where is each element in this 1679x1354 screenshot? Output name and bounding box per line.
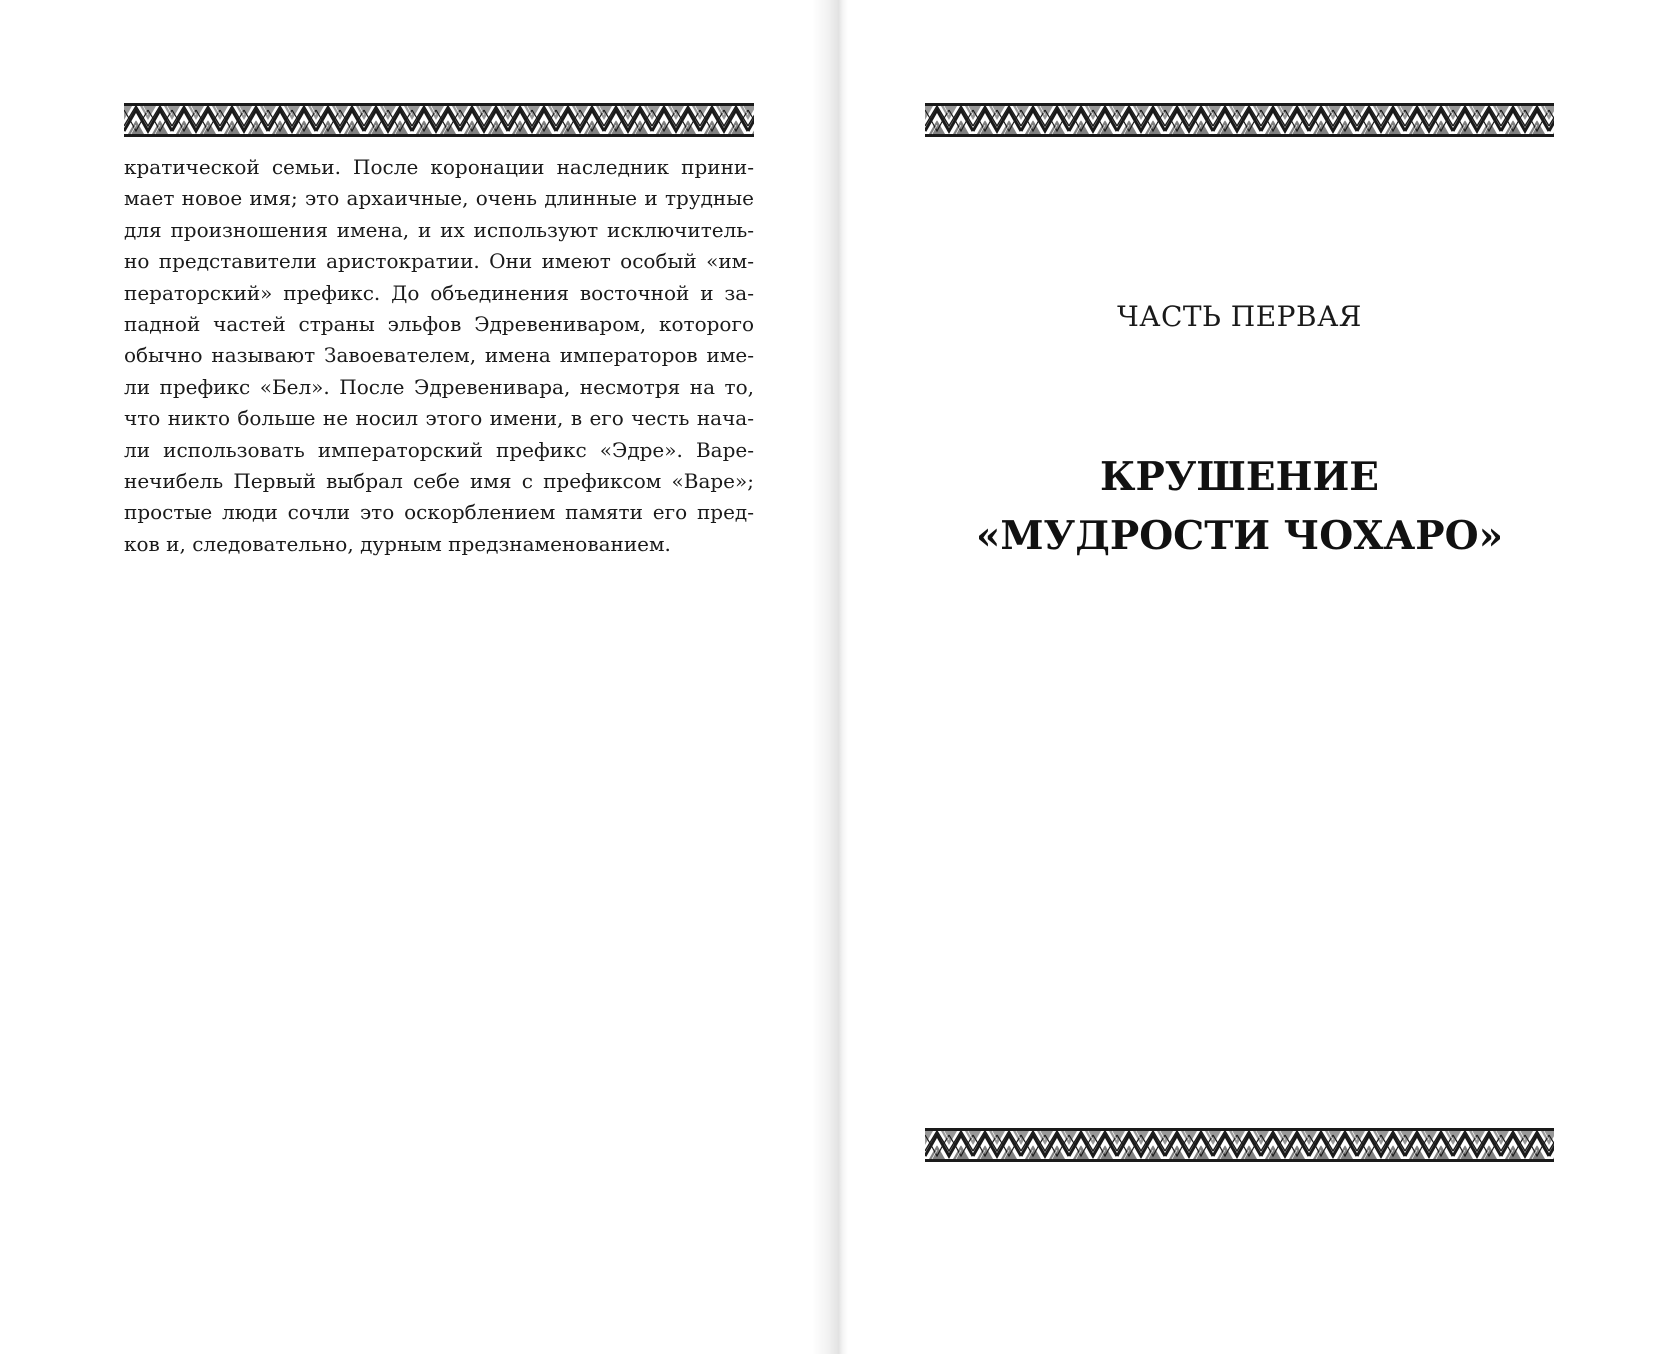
text-line: кратической семьи. После коронации наследник прини- (124, 155, 754, 179)
text-line: обычно называют Завоевателем, имена императоров име- (124, 343, 754, 368)
text-line: мает новое имя; это архаичные, очень длинные и трудные (124, 186, 754, 211)
text-line: нечибель Первый выбрал себе имя с префиксом «Варе»; (124, 468, 754, 493)
text-line: ли префикс «Бел». После Эдревенивара, несмотря на то, (124, 374, 754, 399)
text-line: падной частей страны эльфов Эдревениваром, которого (124, 311, 754, 336)
chapter-title (878, 448, 1601, 566)
text-line: простые люди сочли это оскорблением памяти его пред- (124, 500, 754, 525)
chapter-title-line-2: «МУДРОСТИ ЧОХАРО» (976, 513, 1503, 559)
right-page (838, 0, 1679, 1354)
gutter-shadow-left (812, 0, 838, 1354)
part-label: ЧАСТЬ ПЕРВАЯ (1117, 300, 1362, 333)
text-line: но представители аристократии. Они имеют особый «им- (124, 249, 754, 274)
zigzag-ornament-icon (925, 1128, 1554, 1162)
left-page (0, 0, 838, 1354)
zigzag-ornament-icon (925, 103, 1554, 137)
text-line: ператорский» префикс. До объединения восточной и за- (124, 280, 754, 305)
text-line: что никто больше не носил этого имени, в его честь нача- (124, 406, 754, 431)
text-line: ков и, следовательно, дурным предзнаменованием. (124, 531, 671, 556)
text-line: ли использовать императорский префикс «Эдре». Варе- (124, 437, 754, 462)
gutter-shadow-right (838, 0, 848, 1354)
text-line: для произношения имена, и их используют исключитель- (124, 217, 754, 242)
zigzag-ornament-icon (124, 103, 754, 137)
chapter-title-line-1: КРУШЕНИЕ (1099, 454, 1380, 500)
body-text (124, 152, 754, 560)
